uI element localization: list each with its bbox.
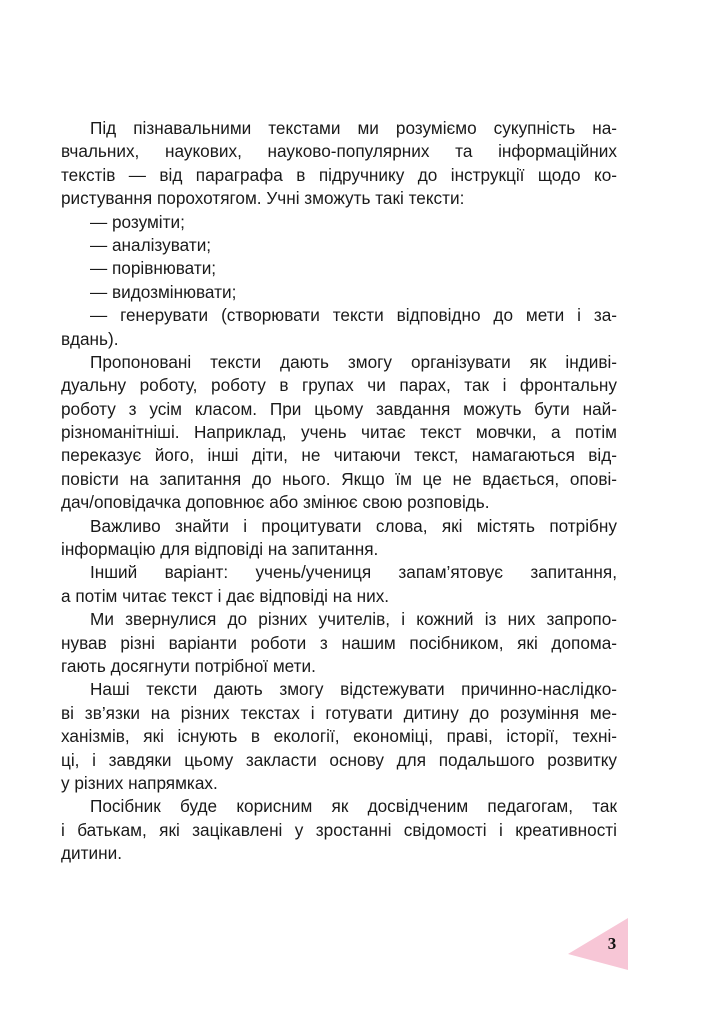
page-number: 3 [607,934,617,953]
body-text [61,117,617,866]
text-line: Наші тексти дають змогу відстежувати причинно-наслідко- [90,679,617,700]
text-line: дач/оповідачка доповнює або змінює свою розповідь. [61,492,490,513]
text-line: Посібник буде корисним як досвідченим педагогам, так [90,796,617,817]
text-line: — розуміти; [90,211,185,232]
text-line: дитини. [61,843,122,864]
text-line: дуальну роботу, роботу в групах чи парах, так і фронтальну [61,375,617,396]
text-line: — порівнювати; [90,258,217,279]
text-line: переказує його, інші діти, не читаючи текст, намагаються від- [61,445,617,466]
text-line: а потім читає текст і дає відповіді на них. [61,585,390,606]
text-line: ханізмів, які існують в екології, економіці, праві, історії, техні- [61,726,617,747]
text-line: — аналізувати; [90,234,212,255]
text-line: Під пізнавальними текстами ми розуміємо сукупність на- [90,118,617,138]
text-line: Пропоновані тексти дають змогу організувати як індиві- [90,351,617,372]
text-line: Важливо знайти і процитувати слова, які містять потрібну [90,515,617,536]
text-line: і батькам, які зацікавлені у зростанні свідомості і креативності [61,819,617,840]
text-line: нував різні варіанти роботи з нашим посібником, які допома- [61,632,617,653]
text-line: ристування порохотягом. Учні зможуть такі тексти: [61,188,465,209]
text-line: — генерувати (створювати тексти відповідно до мети і за- [90,305,617,326]
text-line: вдань). [61,328,119,349]
text-line: роботу з усім класом. При цьому завдання можуть бути най- [61,398,617,419]
text-line: вчальних, наукових, науково-популярних та інформаційних [61,141,617,162]
text-line: ці, і завдяки цьому закласти основу для подальшого розвитку [61,749,617,770]
text-line: текстів — від параграфа в підручнику до інструкції щодо ко- [61,164,617,185]
text-line: різноманітніші. Наприклад, учень читає текст мовчки, а потім [61,422,617,443]
text-line: інформацію для відповіді на запитання. [61,539,379,560]
text-line: ві зв’язки на різних текстах і готувати дитину до розуміння ме- [61,702,617,723]
text-line: Інший варіант: учень/учениця запам’ятовує запитання, [90,562,617,583]
text-line: гають досягнути потрібної мети. [61,655,316,676]
text-line: у різних напрямках. [61,772,218,793]
text-line: Ми звернулися до різних учителів, і кожний із них запропо- [90,609,617,630]
text-line: повісти на запитання до нього. Якщо їм це не вдається, опові- [61,468,617,489]
text-line: — видозмінювати; [90,281,237,302]
